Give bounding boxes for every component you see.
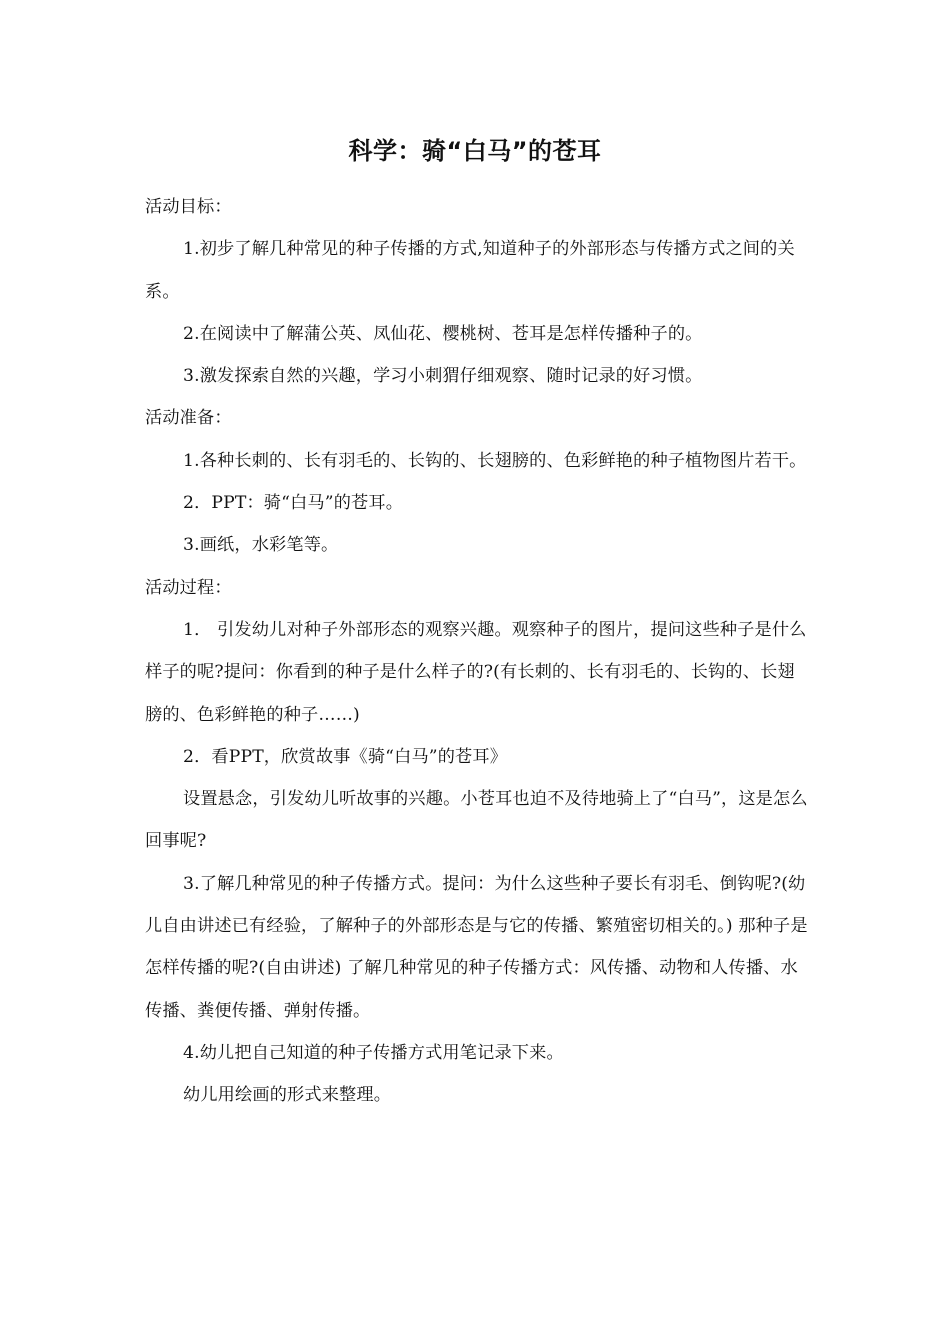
section-heading-preparation: 活动准备： bbox=[145, 408, 232, 429]
objective-paragraph-3: 3.激发探索自然的兴趣，学习小刺猬仔细观察、随时记录的好习惯。 bbox=[183, 366, 703, 387]
process-paragraph-1: 1． 引发幼儿对种子外部形态的观察兴趣。观察种子的图片，提问这些种子是什么样子的呢?提问：你看到的种子是什么样子的?(有长刺的、长有羽毛的、长钩的、长翅膀的、色彩鲜艳的种子……) bbox=[145, 619, 807, 725]
section-heading-process: 活动过程： bbox=[145, 577, 232, 598]
preparation-paragraph-1: 1.各种长刺的、长有羽毛的、长钩的、长翅膀的、色彩鲜艳的种子植物图片若干。 bbox=[183, 450, 807, 471]
process-paragraph-3: 设置悬念，引发幼儿听故事的兴趣。小苍耳也迫不及待地骑上了“白马”，这是怎么回事呢? bbox=[145, 789, 808, 852]
process-paragraph-5: 4.幼儿把自己知道的种子传播方式用笔记录下来。 bbox=[183, 1042, 564, 1063]
process-paragraph-2: 2．看PPT，欣赏故事《骑“白马”的苍耳》 bbox=[183, 746, 508, 767]
objective-paragraph-2: 2.在阅读中了解蒲公英、凤仙花、樱桃树、苍耳是怎样传播种子的。 bbox=[183, 323, 703, 344]
document-body bbox=[145, 186, 811, 1117]
preparation-paragraph-3: 3.画纸，水彩笔等。 bbox=[183, 535, 339, 556]
section-heading-objectives: 活动目标： bbox=[145, 197, 232, 217]
process-paragraph-4: 3.了解几种常见的种子传播方式。提问：为什么这些种子要长有羽毛、倒钩呢?(幼儿自由讲述已有经验，了解种子的外部形态是与它的传播、繁殖密切相关的。) 那种子是怎样传播的呢?(自由讲述) 了解几种常见的种子传播方式：风传播、动物和人传播、水传播、粪便传播、弹射传播。 bbox=[145, 873, 808, 1021]
preparation-paragraph-2: 2．PPT：骑“白马”的苍耳。 bbox=[183, 493, 404, 514]
page-title: 科学：骑“白马”的苍耳 bbox=[348, 137, 602, 165]
objective-paragraph-1: 1.初步了解几种常见的种子传播的方式,知道种子的外部形态与传播方式之间的关系。 bbox=[145, 239, 795, 302]
process-paragraph-6: 幼儿用绘画的形式来整理。 bbox=[183, 1085, 392, 1106]
